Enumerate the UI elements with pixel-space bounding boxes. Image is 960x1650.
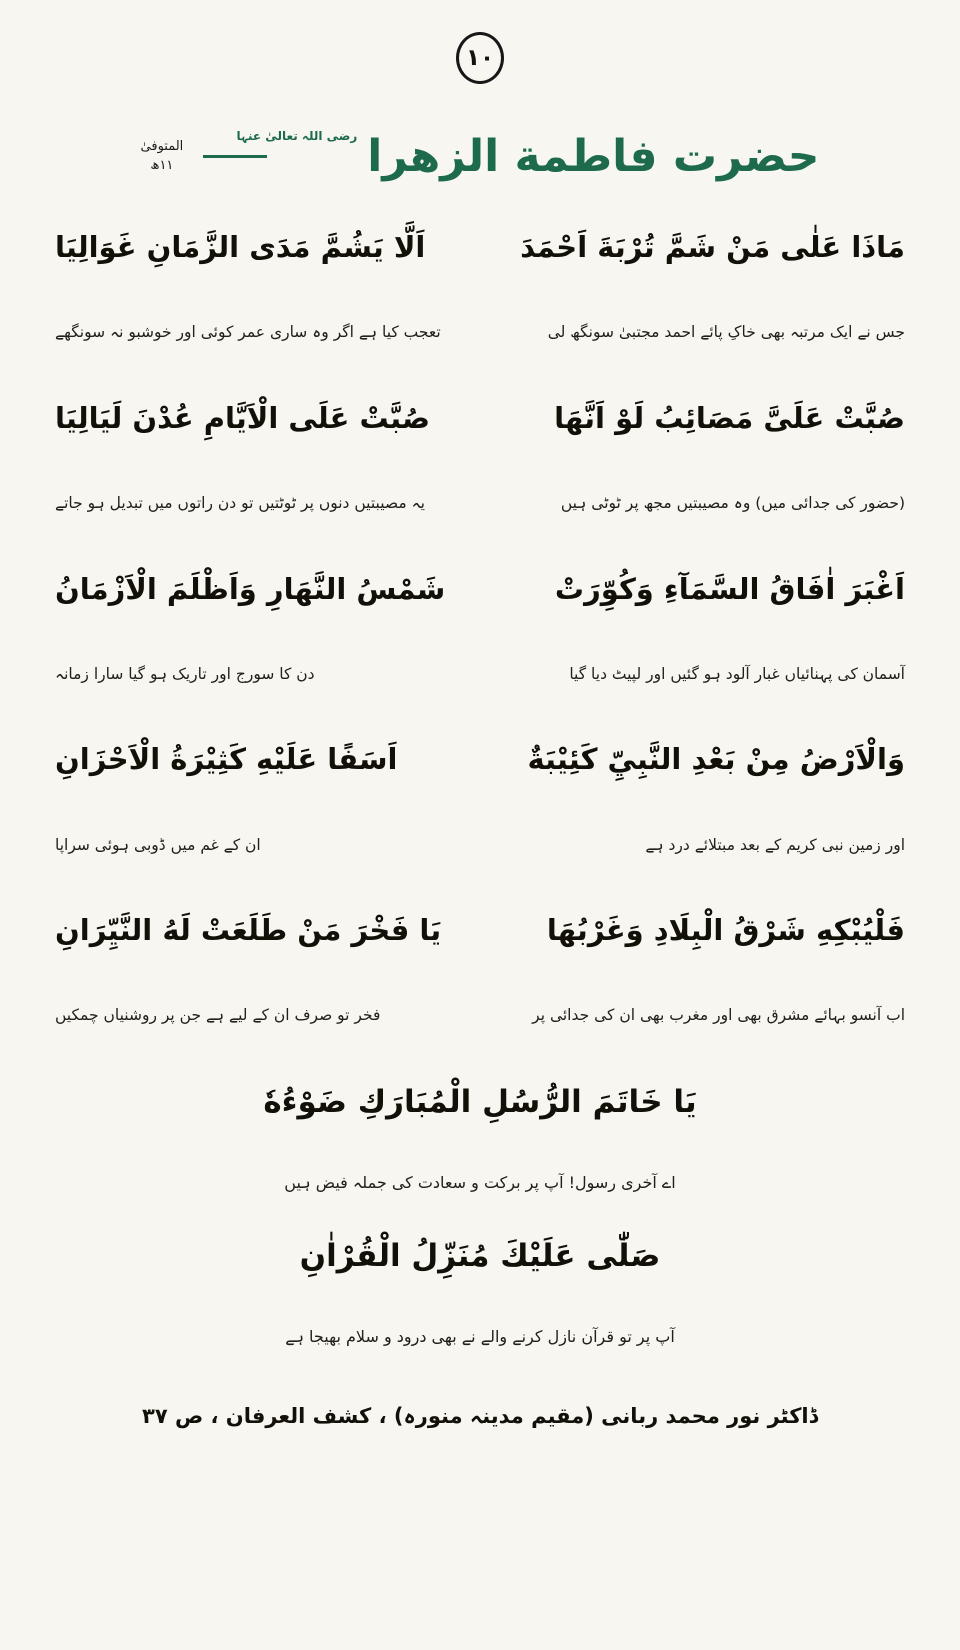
- page-title: [236, 128, 820, 182]
- arabic-verse-line: [55, 228, 905, 267]
- arabic-hemistich-left: صُبَّتْ عَلَى الْاَيَّامِ عُدْنَ لَيَالِيَا: [55, 400, 431, 435]
- urdu-translation-right: اب آنسو بہائے مشرق بھی اور مغرب بھی ان کی جدائی پر: [532, 1006, 905, 1025]
- arabic-verse-line: [55, 570, 905, 609]
- arabic-hemistich-right: مَاذَا عَلٰى مَنْ شَمَّ تُرْبَةَ اَحْمَدَ: [520, 230, 905, 264]
- urdu-translation-right: جس نے ایک مرتبہ بھی خاکِ پائے احمد مجتبیٰ سونگھ لی: [547, 323, 905, 342]
- page-header: [55, 110, 905, 202]
- poem: [55, 228, 905, 1349]
- arabic-verse-line: [55, 399, 905, 438]
- arabic-hemistich-right: صُبَّتْ عَلَىَّ مَصَائِبُ لَوْ اَنَّهَا: [554, 400, 905, 435]
- arabic-hemistich-right: اَغْبَرَ اٰفَاقُ السَّمَآءِ وَكُوِّرَتْ: [554, 571, 905, 606]
- couplet: [55, 570, 905, 686]
- centered-arabic-verse: يَا خَاتَمَ الرُّسُلِ الْمُبَارَكِ ضَوْءُهٗ: [263, 1084, 697, 1121]
- centered-arabic-verse: صَلّٰى عَلَيْكَ مُنَزِّلُ الْقُرْاٰنِ: [299, 1238, 661, 1275]
- couplet: [55, 740, 905, 856]
- centered-urdu-translation: اے آخری رسول! آپ پر برکت و سعادت کی جملہ فیض ہیں: [284, 1172, 676, 1192]
- urdu-translation-left: دن کا سورج اور تاریک ہو گیا سارا زمانہ: [55, 664, 315, 683]
- arabic-hemistich-left: شَمْسُ النَّهَارِ وَاَظْلَمَ الْاَزْمَانُ: [55, 571, 446, 606]
- arabic-verse-line: [55, 740, 905, 779]
- arabic-hemistich-right: فَلْيُبْكِهِ شَرْقُ الْبِلَادِ وَغَرْبُهَا: [546, 913, 905, 948]
- urdu-translation-right: اور زمین نبی کریم کے بعد مبتلائے درد ہے: [645, 835, 905, 854]
- closing-verses: [55, 1082, 905, 1348]
- arabic-hemistich-left: اَسَفًا عَلَيْهِ كَثِيْرَةُ الْاَحْزَانِ: [55, 742, 398, 777]
- arabic-hemistich-left: اَلَّا يَشُمَّ مَدَى الزَّمَانِ غَوَالِيَا: [55, 230, 426, 264]
- title-honorific: رضی اللہ تعالیٰ عنہا: [236, 128, 358, 143]
- urdu-translation-left: فخر تو صرف ان کے لیے ہے جن پر روشنیاں چمکیں: [55, 1006, 381, 1025]
- urdu-translation-line: [55, 1005, 905, 1027]
- death-note: [141, 137, 184, 176]
- couplet: [55, 911, 905, 1027]
- citation: ڈاکٹر نور محمد ربانی (مقیم مدینہ منورہ) ، کشف العرفان ، ص ۳۷: [142, 1403, 818, 1428]
- header-rule: [203, 155, 267, 158]
- urdu-translation-line: [55, 322, 905, 344]
- urdu-translation-line: [55, 493, 905, 515]
- arabic-hemistich-left: يَا فَخْرَ مَنْ طَلَعَتْ لَهُ النَّيِّرَانِ: [55, 913, 442, 948]
- urdu-translation-line: [55, 835, 905, 857]
- urdu-translation-left: ان کے غم میں ڈوبی ہوئی سراپا: [55, 835, 261, 854]
- couplet: [55, 228, 905, 344]
- title-text: حضرت فاطمة الزهرا: [367, 130, 820, 182]
- urdu-translation-right: (حضور کی جدائی میں) وہ مصیبتیں مجھ پر ٹوٹی ہیں: [560, 493, 905, 512]
- centered-urdu-translation: آپ پر تو قرآن نازل کرنے والے نے بھی درود و سلام بھیجا ہے: [285, 1327, 675, 1347]
- urdu-translation-left: تعجب کیا ہے اگر وہ ساری عمر کوئی اور خوشبو نہ سونگھے: [55, 323, 441, 342]
- death-note-line1: المتوفیٰ: [140, 138, 184, 154]
- urdu-translation-left: یہ مصیبتیں دنوں پر ٹوٹتیں تو دن راتوں میں تبدیل ہو جاتے: [55, 493, 425, 512]
- arabic-verse-line: [55, 911, 905, 950]
- urdu-translation-right: آسمان کی پہنائیاں غبار آلود ہو گئیں اور لپیٹ دیا گیا: [569, 664, 905, 683]
- page-number: ۱۰: [456, 32, 504, 84]
- urdu-translation-line: [55, 664, 905, 686]
- arabic-hemistich-right: وَالْاَرْضُ مِنْ بَعْدِ النَّبِيِّ كَئِيْبَةٌ: [527, 742, 905, 777]
- death-note-line2: ۱۱ھ: [150, 158, 174, 173]
- couplet: [55, 399, 905, 515]
